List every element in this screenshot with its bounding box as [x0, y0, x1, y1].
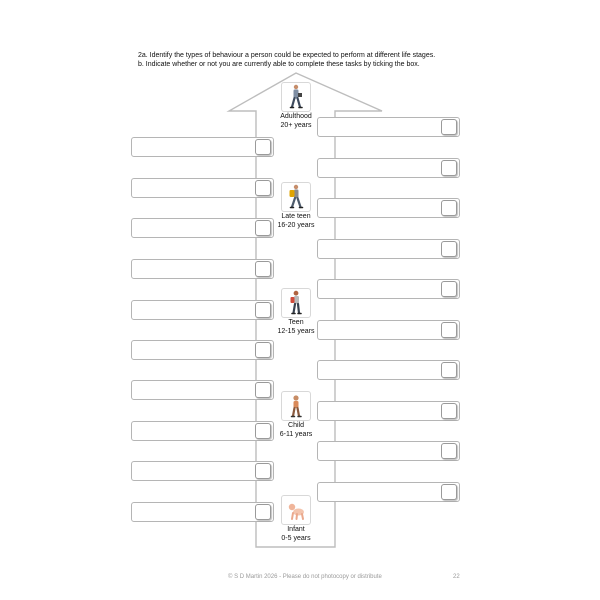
tick-box[interactable] [441, 322, 457, 338]
answer-row-right-8 [317, 401, 460, 421]
tick-box[interactable] [441, 443, 457, 459]
answer-field[interactable] [320, 242, 437, 256]
answer-field[interactable] [134, 221, 251, 235]
answer-field[interactable] [320, 282, 437, 296]
teen-with-backpack-icon [284, 290, 308, 316]
stage-age: 16-20 years [277, 222, 315, 229]
answer-row-right-10 [317, 482, 460, 502]
answer-field[interactable] [134, 262, 251, 276]
answer-row-left-6 [131, 340, 274, 360]
page-number: 22 [453, 574, 460, 580]
tick-box[interactable] [441, 160, 457, 176]
answer-row-right-5 [317, 279, 460, 299]
tick-box[interactable] [441, 362, 457, 378]
answer-row-left-10 [131, 502, 274, 522]
answer-field[interactable] [320, 404, 437, 418]
instruction-line-b: b. Indicate whether or not you are currently able to complete these tasks by ticking the box. [138, 61, 420, 68]
stage-age: 0-5 years [281, 535, 311, 542]
answer-row-left-5 [131, 300, 274, 320]
walking-child-icon [284, 393, 308, 419]
answer-field[interactable] [134, 464, 251, 478]
walking-adult-icon [284, 84, 308, 110]
stage-age: 20+ years [280, 122, 312, 129]
answer-field[interactable] [134, 303, 251, 317]
answer-row-left-3 [131, 218, 274, 238]
answer-field[interactable] [320, 444, 437, 458]
answer-field[interactable] [134, 383, 251, 397]
tick-box[interactable] [255, 463, 271, 479]
tick-box[interactable] [441, 403, 457, 419]
answer-field[interactable] [320, 120, 437, 134]
tick-box[interactable] [255, 342, 271, 358]
tick-box[interactable] [441, 119, 457, 135]
stage-name: Teen [288, 319, 304, 326]
answer-field[interactable] [320, 161, 437, 175]
answer-field[interactable] [134, 343, 251, 357]
crawling-baby-icon [284, 497, 308, 523]
answer-field[interactable] [320, 485, 437, 499]
stage-name: Infant [287, 526, 305, 533]
tick-box[interactable] [441, 281, 457, 297]
answer-field[interactable] [134, 505, 251, 519]
stage-name: Adulthood [280, 113, 312, 120]
tick-box[interactable] [441, 241, 457, 257]
tick-box[interactable] [441, 200, 457, 216]
answer-row-right-4 [317, 239, 460, 259]
stage-name: Child [288, 422, 304, 429]
answer-row-right-3 [317, 198, 460, 218]
instruction-line-a: 2a. Identify the types of behaviour a person could be expected to perform at different life stages. [138, 52, 436, 59]
tick-box[interactable] [255, 220, 271, 236]
tick-box[interactable] [255, 261, 271, 277]
answer-field[interactable] [320, 201, 437, 215]
tick-box[interactable] [441, 484, 457, 500]
answer-row-right-7 [317, 360, 460, 380]
tick-box[interactable] [255, 423, 271, 439]
answer-row-left-8 [131, 421, 274, 441]
answer-field[interactable] [320, 363, 437, 377]
answer-row-left-9 [131, 461, 274, 481]
answer-field[interactable] [320, 323, 437, 337]
answer-row-right-9 [317, 441, 460, 461]
answer-row-left-7 [131, 380, 274, 400]
tick-box[interactable] [255, 139, 271, 155]
answer-field[interactable] [134, 181, 251, 195]
hiker-with-backpack-icon [284, 184, 308, 210]
stage-age: 6-11 years [279, 431, 313, 438]
stage-name: Late teen [281, 213, 311, 220]
answer-field[interactable] [134, 424, 251, 438]
tick-box[interactable] [255, 382, 271, 398]
tick-box[interactable] [255, 302, 271, 318]
answer-row-right-2 [317, 158, 460, 178]
answer-row-right-1 [317, 117, 460, 137]
stage-age: 12-15 years [277, 328, 315, 335]
tick-box[interactable] [255, 504, 271, 520]
answer-row-left-1 [131, 137, 274, 157]
copyright-footer: © S D Martin 2026 - Please do not photocopy or distribute [228, 574, 382, 580]
answer-row-left-4 [131, 259, 274, 279]
answer-row-left-2 [131, 178, 274, 198]
answer-row-right-6 [317, 320, 460, 340]
answer-field[interactable] [134, 140, 251, 154]
tick-box[interactable] [255, 180, 271, 196]
